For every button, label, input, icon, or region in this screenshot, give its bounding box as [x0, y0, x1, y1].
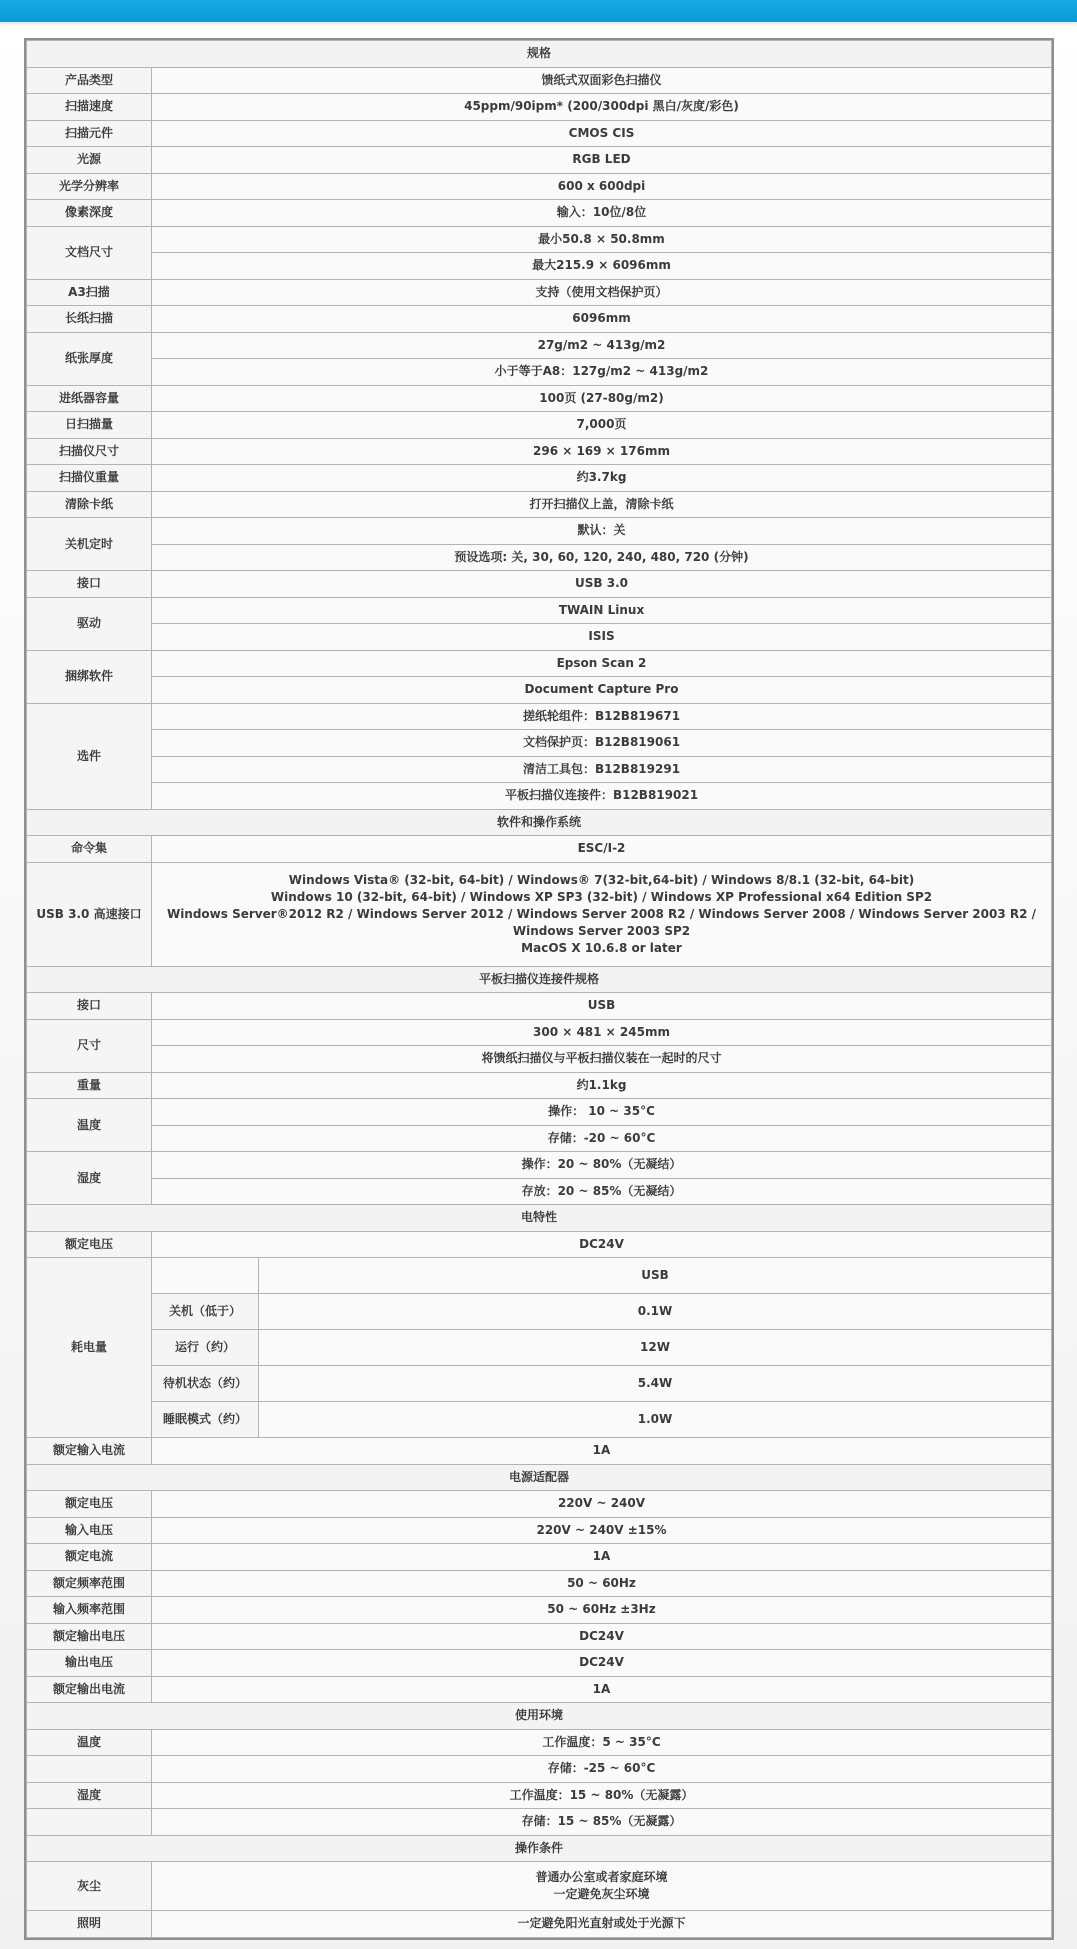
row-value: Epson Scan 2: [152, 650, 1052, 677]
table-row: [27, 1152, 1052, 1179]
row-value: TWAIN Linux: [152, 597, 1052, 624]
table-row: [27, 571, 1052, 598]
table-row: [27, 200, 1052, 227]
table-row: [27, 1072, 1052, 1099]
row-value: [152, 1862, 1052, 1911]
table-row: [27, 226, 1052, 253]
table-row: [27, 385, 1052, 412]
row-label: 湿度: [27, 1782, 152, 1809]
row-value: 约3.7kg: [152, 465, 1052, 492]
section-flatbed-title: 平板扫描仪连接件规格: [27, 966, 1052, 993]
row-label: 输入电压: [27, 1517, 152, 1544]
table-row: [27, 332, 1052, 359]
row-label: 额定电流: [27, 1544, 152, 1571]
table-row: [27, 1402, 1052, 1438]
row-value: 300 × 481 × 245mm: [152, 1019, 1052, 1046]
table-row: [27, 730, 1052, 757]
row-value: 支持（使用文档保护页）: [152, 279, 1052, 306]
row-value: ESC/I-2: [152, 836, 1052, 863]
table-row: [27, 438, 1052, 465]
row-value: 1A: [152, 1438, 1052, 1465]
table-row: [27, 1729, 1052, 1756]
section-environment-title: 使用环境: [27, 1703, 1052, 1730]
row-value: 45ppm/90ipm* (200/300dpi 黑白/灰度/彩色): [152, 94, 1052, 121]
row-value: 平板扫描仪连接件：B12B819021: [152, 783, 1052, 810]
table-row: [27, 1438, 1052, 1465]
row-label: 进纸器容量: [27, 385, 152, 412]
table-row: [27, 1366, 1052, 1402]
table-row: [27, 412, 1052, 439]
row-value: 清洁工具包：B12B819291: [152, 756, 1052, 783]
row-label: 纸张厚度: [27, 332, 152, 385]
row-label: 输出电压: [27, 1650, 152, 1677]
table-row: [27, 862, 1052, 966]
os-line: Windows 10 (32-bit, 64-bit) / Windows XP SP3 (32-bit) / Windows XP Professional x64 Edition SP2: [270, 889, 933, 904]
table-row: [27, 279, 1052, 306]
row-value: 将馈纸扫描仪与平板扫描仪装在一起时的尺寸: [152, 1046, 1052, 1073]
row-value: 文档保护页：B12B819061: [152, 730, 1052, 757]
table-row: [27, 650, 1052, 677]
row-label: 长纸扫描: [27, 306, 152, 333]
row-value: 27g/m2 ~ 413g/m2: [152, 332, 1052, 359]
table-row: [27, 465, 1052, 492]
row-value: 默认：关: [152, 518, 1052, 545]
table-row: [27, 624, 1052, 651]
row-value: DC24V: [152, 1231, 1052, 1258]
row-label: 额定电压: [27, 1231, 152, 1258]
table-row: [27, 359, 1052, 386]
row-label: 扫描仪尺寸: [27, 438, 152, 465]
table-row: [27, 67, 1052, 94]
row-value: 50 ~ 60Hz: [152, 1570, 1052, 1597]
row-value: ISIS: [152, 624, 1052, 651]
table-row: [27, 1676, 1052, 1703]
table-row: [27, 1125, 1052, 1152]
table-row: [27, 1782, 1052, 1809]
table-row: [27, 677, 1052, 704]
section-header-row: [27, 1835, 1052, 1862]
row-value: 馈纸式双面彩色扫描仪: [152, 67, 1052, 94]
table-row: [27, 1330, 1052, 1366]
row-label: 额定电压: [27, 1491, 152, 1518]
row-value: 100页 (27-80g/m2): [152, 385, 1052, 412]
row-label: USB 3.0 高速接口: [27, 862, 152, 966]
power-value: 12W: [259, 1330, 1052, 1366]
row-label: 命令集: [27, 836, 152, 863]
table-row: [27, 1544, 1052, 1571]
row-label: 额定输出电流: [27, 1676, 152, 1703]
table-row: [27, 783, 1052, 810]
table-row: [27, 993, 1052, 1020]
table-row: [27, 1046, 1052, 1073]
row-value: 约1.1kg: [152, 1072, 1052, 1099]
row-label: 尺寸: [27, 1019, 152, 1072]
section-operating-title: 操作条件: [27, 1835, 1052, 1862]
power-mode: 关机（低于）: [152, 1294, 259, 1330]
row-value: CMOS CIS: [152, 120, 1052, 147]
row-label: 关机定时: [27, 518, 152, 571]
dust-line: 一定避免灰尘环境: [553, 1887, 650, 1901]
table-row: [27, 1517, 1052, 1544]
row-label: 温度: [27, 1099, 152, 1152]
section-spec-title: 规格: [27, 41, 1052, 68]
table-row: [27, 491, 1052, 518]
row-label-empty: [27, 1756, 152, 1783]
row-value: 存放：20 ~ 85%（无凝结）: [152, 1178, 1052, 1205]
table-row: [27, 597, 1052, 624]
section-header-row: [27, 809, 1052, 836]
row-value: DC24V: [152, 1650, 1052, 1677]
table-row: [27, 1623, 1052, 1650]
row-value: 220V ~ 240V: [152, 1491, 1052, 1518]
row-label-empty: [27, 1809, 152, 1836]
row-value: 存储：-20 ~ 60°C: [152, 1125, 1052, 1152]
os-line: Windows Vista® (32-bit, 64-bit) / Windows® 7(32-bit,64-bit) / Windows 8/8.1 (32-bit, 64-bit): [288, 872, 915, 887]
row-label: 灰尘: [27, 1862, 152, 1911]
row-value: 1A: [152, 1544, 1052, 1571]
row-label: 驱动: [27, 597, 152, 650]
row-value: 220V ~ 240V ±15%: [152, 1517, 1052, 1544]
row-value: 存储：15 ~ 85%（无凝露）: [152, 1809, 1052, 1836]
row-label: 文档尺寸: [27, 226, 152, 279]
power-mode: 睡眠模式（约）: [152, 1402, 259, 1438]
power-mode-header: [152, 1258, 259, 1294]
row-value: 一定避免阳光直射或处于光源下: [152, 1911, 1052, 1938]
row-label: 光学分辨率: [27, 173, 152, 200]
section-adapter-title: 电源适配器: [27, 1464, 1052, 1491]
section-header-row: [27, 1205, 1052, 1232]
row-value: 工作温度：5 ~ 35°C: [152, 1729, 1052, 1756]
row-value: 工作温度：15 ~ 80%（无凝露）: [152, 1782, 1052, 1809]
row-label: 额定输入电流: [27, 1438, 152, 1465]
row-value: 6096mm: [152, 306, 1052, 333]
power-mode: 待机状态（约）: [152, 1366, 259, 1402]
row-label: 清除卡纸: [27, 491, 152, 518]
row-value: 操作：20 ~ 80%（无凝结）: [152, 1152, 1052, 1179]
spec-table: [26, 40, 1052, 1938]
table-row: [27, 120, 1052, 147]
table-row: [27, 253, 1052, 280]
row-value: RGB LED: [152, 147, 1052, 174]
row-value: 7,000页: [152, 412, 1052, 439]
table-row: [27, 518, 1052, 545]
row-label: 湿度: [27, 1152, 152, 1205]
row-label: 捆绑软件: [27, 650, 152, 703]
power-column-header: USB: [259, 1258, 1052, 1294]
table-row: [27, 173, 1052, 200]
table-row: [27, 306, 1052, 333]
table-row: [27, 1491, 1052, 1518]
power-value: 0.1W: [259, 1294, 1052, 1330]
row-label: A3扫描: [27, 279, 152, 306]
table-row: [27, 1258, 1052, 1294]
row-value: 输入：10位/8位: [152, 200, 1052, 227]
row-label: 温度: [27, 1729, 152, 1756]
row-label: 耗电量: [27, 1258, 152, 1438]
row-label: 扫描元件: [27, 120, 152, 147]
spec-sheet: [24, 38, 1054, 1940]
row-value: 搓纸轮组件：B12B819671: [152, 703, 1052, 730]
row-value: 打开扫描仪上盖，清除卡纸: [152, 491, 1052, 518]
section-software-title: 软件和操作系统: [27, 809, 1052, 836]
table-row: [27, 1911, 1052, 1938]
power-mode: 运行（约）: [152, 1330, 259, 1366]
row-value: USB 3.0: [152, 571, 1052, 598]
row-label: 照明: [27, 1911, 152, 1938]
top-accent-bar: [0, 0, 1077, 22]
table-row: [27, 544, 1052, 571]
row-label: 接口: [27, 571, 152, 598]
table-row: [27, 1178, 1052, 1205]
row-label: 选件: [27, 703, 152, 809]
row-label: 额定频率范围: [27, 1570, 152, 1597]
table-row: [27, 1650, 1052, 1677]
table-row: [27, 1570, 1052, 1597]
section-header-row: [27, 966, 1052, 993]
row-label: 扫描速度: [27, 94, 152, 121]
row-label: 额定输出电压: [27, 1623, 152, 1650]
row-value: USB: [152, 993, 1052, 1020]
row-value: DC24V: [152, 1623, 1052, 1650]
row-value: 296 × 169 × 176mm: [152, 438, 1052, 465]
table-row: [27, 1019, 1052, 1046]
table-row: [27, 1597, 1052, 1624]
table-row: [27, 756, 1052, 783]
section-header-row: [27, 1703, 1052, 1730]
power-value: 1.0W: [259, 1402, 1052, 1438]
section-header-row: [27, 41, 1052, 68]
row-value: 存储：-25 ~ 60°C: [152, 1756, 1052, 1783]
table-row: [27, 1231, 1052, 1258]
table-row: [27, 94, 1052, 121]
table-row: [27, 147, 1052, 174]
section-electrical-title: 电特性: [27, 1205, 1052, 1232]
row-value: Document Capture Pro: [152, 677, 1052, 704]
table-row: [27, 1294, 1052, 1330]
row-label: 重量: [27, 1072, 152, 1099]
row-value: 50 ~ 60Hz ±3Hz: [152, 1597, 1052, 1624]
power-value: 5.4W: [259, 1366, 1052, 1402]
os-line: MacOS X 10.6.8 or later: [521, 940, 682, 955]
row-value: 操作： 10 ~ 35°C: [152, 1099, 1052, 1126]
table-row: [27, 703, 1052, 730]
row-value: 600 x 600dpi: [152, 173, 1052, 200]
table-row: [27, 1862, 1052, 1911]
section-header-row: [27, 1464, 1052, 1491]
row-label: 产品类型: [27, 67, 152, 94]
row-label: 日扫描量: [27, 412, 152, 439]
row-value: 预设选项: 关, 30, 60, 120, 240, 480, 720 (分钟): [152, 544, 1052, 571]
os-compat-list: [152, 862, 1052, 966]
row-label: 像素深度: [27, 200, 152, 227]
table-row: [27, 836, 1052, 863]
row-label: 接口: [27, 993, 152, 1020]
dust-line: 普通办公室或者家庭环境: [535, 1870, 668, 1884]
row-value: 最大215.9 × 6096mm: [152, 253, 1052, 280]
row-label: 扫描仪重量: [27, 465, 152, 492]
table-row: [27, 1809, 1052, 1836]
table-row: [27, 1099, 1052, 1126]
row-value: 小于等于A8：127g/m2 ~ 413g/m2: [152, 359, 1052, 386]
row-label: 光源: [27, 147, 152, 174]
table-row: [27, 1756, 1052, 1783]
row-label: 输入频率范围: [27, 1597, 152, 1624]
row-value: 1A: [152, 1676, 1052, 1703]
row-value: 最小50.8 × 50.8mm: [152, 226, 1052, 253]
os-line: Windows Server®2012 R2 / Windows Server 2012 / Windows Server 2008 R2 / Windows Server 2008 / Windows Server 2003 R2 / Windows Server 2003 SP2: [166, 906, 1037, 938]
